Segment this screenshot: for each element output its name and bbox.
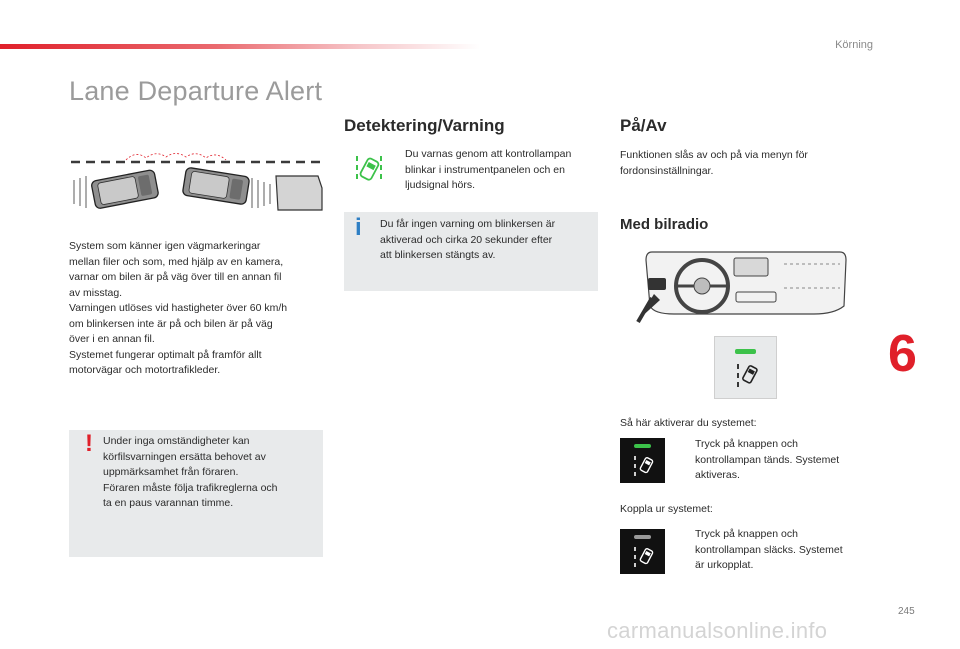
lane-departure-illustration — [66, 148, 328, 218]
page-number: 245 — [898, 606, 915, 617]
detection-heading: Detektering/Varning — [344, 116, 505, 135]
activate-label: Så här aktiverar du systemet: — [620, 417, 757, 429]
deactivate-step: Tryck på knappen och kontrollampan släcks. Systemet är urkopplat. — [695, 528, 843, 571]
deactivate-label: Koppla ur systemet: — [620, 503, 713, 515]
lamp-off-indicator — [634, 535, 651, 539]
header-accent-bar — [0, 44, 480, 49]
lamp-on-indicator — [634, 444, 651, 448]
watermark: carmanualsonline.info — [607, 618, 828, 643]
info-text: Du får ingen varning om blinkersen är aktiverad och cirka 20 sekunder efter att blinkersen stängts av. — [380, 218, 556, 261]
lane-departure-icon — [735, 361, 759, 389]
onoff-heading: På/Av — [620, 116, 667, 135]
section-name: Körning — [835, 39, 873, 51]
page-title: Lane Departure Alert — [69, 76, 323, 106]
warning-exclamation-icon: ! — [85, 430, 93, 457]
lamp-off-tile — [620, 529, 665, 574]
button-led-indicator — [735, 349, 756, 354]
detection-text: Du varnas genom att kontrollampan blinkar i instrumentpanelen och en ljudsignal hörs. — [405, 148, 572, 191]
chapter-number: 6 — [888, 325, 917, 383]
onoff-text: Funktionen slås av och på via menyn för fordonsinställningar. — [620, 149, 808, 177]
lamp-on-tile — [620, 438, 665, 483]
lane-button-panel — [714, 336, 777, 399]
dashboard-illustration — [634, 248, 850, 328]
activate-step: Tryck på knappen och kontrollampan tänds. Systemet aktiveras. — [695, 438, 840, 481]
info-icon: i — [355, 214, 362, 241]
lane-departure-icon — [633, 454, 655, 478]
lane-warning-lamp-icon — [354, 152, 384, 186]
radio-subheading: Med bilradio — [620, 216, 709, 233]
system-description: System som känner igen vägmarkeringar mellan filer och som, med hjälp av en kamera, varnar om bilen är på väg över till en annan fil av misstag. Varningen utlöses vid hastigheter över 60 km/h om blinkersen inte är på och bilen är på väg över i en annan fil. Systemet fungerar optimalt på framför allt motorvägar och motortrafikleder. — [69, 240, 288, 376]
lane-departure-icon — [633, 545, 655, 569]
warning-text: Under inga omständigheter kan körfilsvarningen ersätta behovet av uppmärksamhet från föraren. Föraren måste följa trafikreglerna och ta en paus varannan timme. — [103, 435, 278, 509]
